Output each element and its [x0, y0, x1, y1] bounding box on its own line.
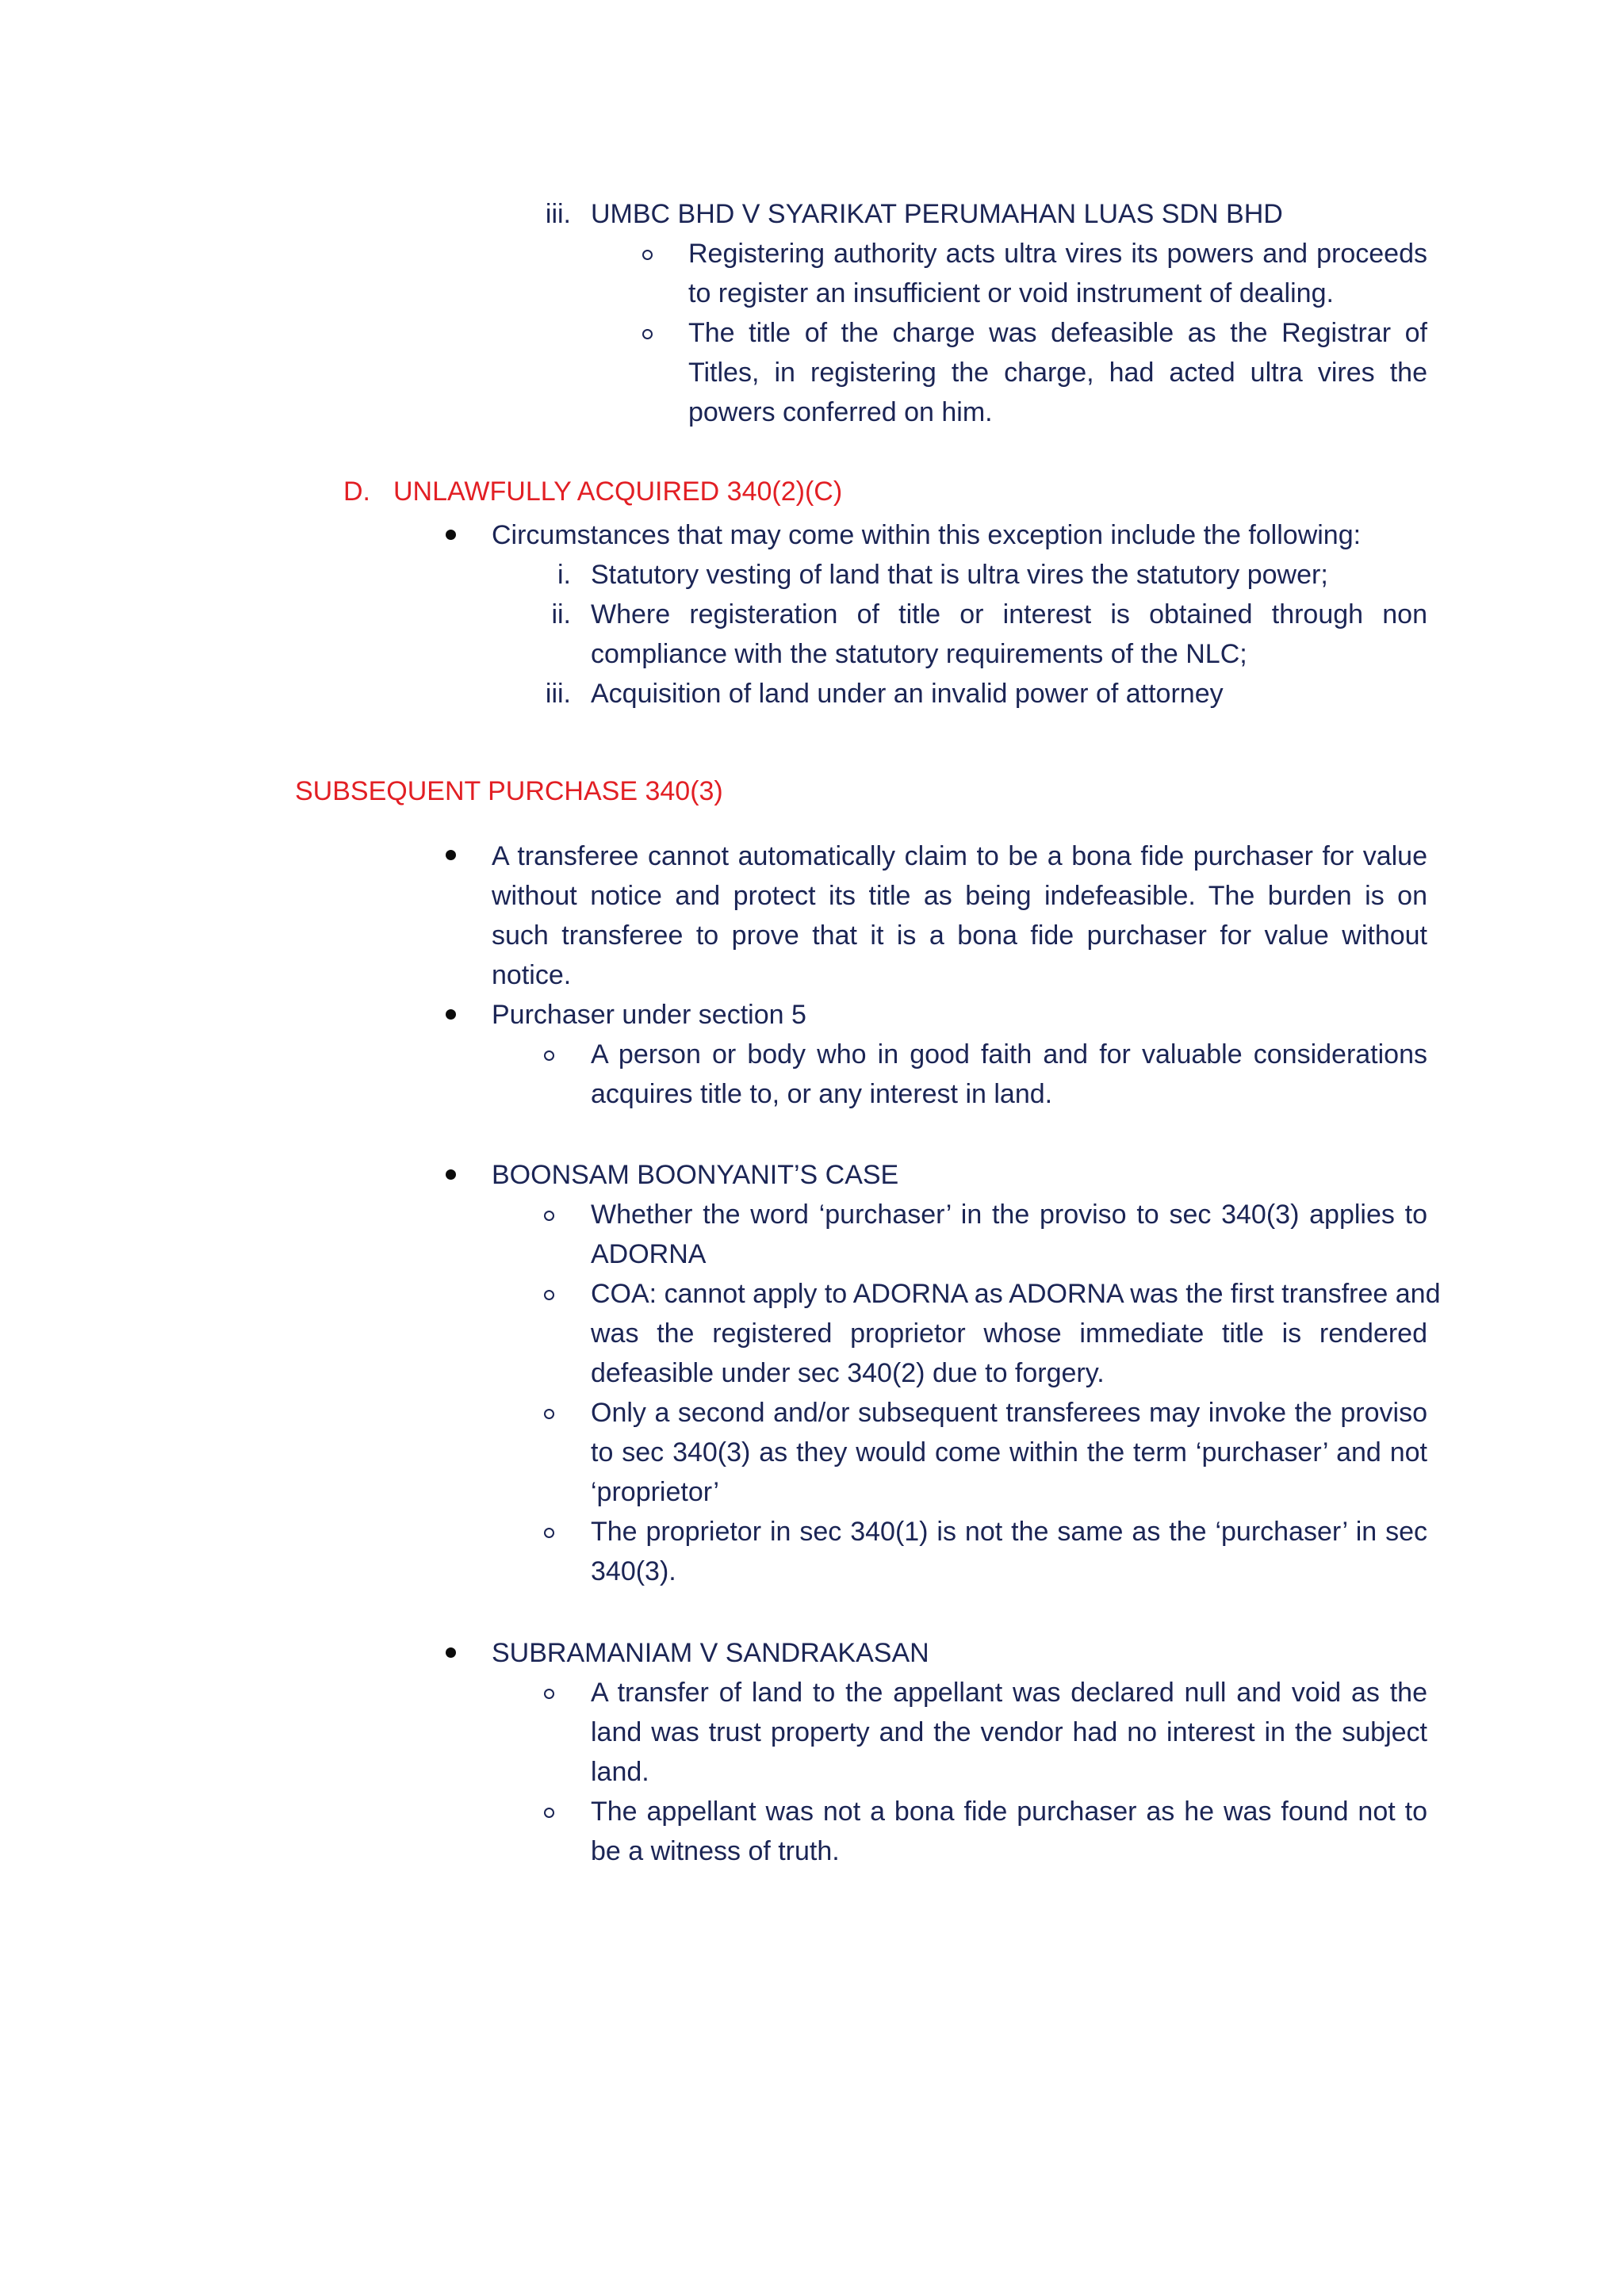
case-title: BOONSAM BOONYANIT’S CASE — [492, 1160, 899, 1190]
bullet-icon — [446, 1009, 456, 1020]
circle-bullet-icon — [642, 250, 653, 260]
text-line: to sec 340(3) as they would come within the term ‘purchaser’ and not — [591, 1437, 1427, 1468]
text-line: ADORNA — [591, 1239, 707, 1269]
case-title: UMBC BHD V SYARIKAT PERUMAHAN LUAS SDN BHD — [591, 199, 1283, 229]
roman-numeral: iii. — [545, 679, 571, 709]
circle-bullet-icon — [544, 1409, 554, 1419]
circle-bullet-icon — [544, 1211, 554, 1221]
roman-numeral: ii. — [551, 599, 571, 629]
case-title: SUBRAMANIAM V SANDRAKASAN — [492, 1638, 929, 1668]
text-line: A person or body who in good faith and for valuable considerations — [591, 1039, 1427, 1070]
roman-numeral: iii. — [545, 199, 571, 229]
text-line: such transferee to prove that it is a bona fide purchaser for value without — [492, 920, 1427, 951]
text-line: The appellant was not a bona fide purchaser as he was found not to — [591, 1797, 1427, 1827]
section-heading: UNLAWFULLY ACQUIRED 340(2)(C) — [393, 476, 843, 507]
bullet-icon — [446, 530, 456, 540]
text-line: The proprietor in sec 340(1) is not the same as the ‘purchaser’ in sec — [591, 1517, 1427, 1547]
text-line: Registering authority acts ultra vires its powers and proceeds — [688, 239, 1427, 269]
text-line: Whether the word ‘purchaser’ in the proviso to sec 340(3) applies to — [591, 1200, 1427, 1230]
section-letter: D. — [343, 476, 370, 507]
text-line: defeasible under sec 340(2) due to forgery. — [591, 1358, 1105, 1388]
text-line: Where registeration of title or interest is obtained through non — [591, 599, 1427, 629]
circle-bullet-icon — [544, 1290, 554, 1300]
text-line: was the registered proprietor whose immediate title is rendered — [591, 1318, 1427, 1349]
text-line: be a witness of truth. — [591, 1836, 840, 1866]
text-line: Circumstances that may come within this exception include the following: — [492, 520, 1362, 550]
text-line: Statutory vesting of land that is ultra vires the statutory power; — [591, 560, 1328, 590]
text-line: Titles, in registering the charge, had acted ultra vires the — [688, 358, 1427, 388]
bullet-icon — [446, 850, 456, 860]
circle-bullet-icon — [544, 1689, 554, 1699]
text-line: A transferee cannot automatically claim to be a bona fide purchaser for value — [492, 841, 1427, 871]
circle-bullet-icon — [642, 329, 653, 339]
text-line: land. — [591, 1757, 649, 1787]
section-heading: SUBSEQUENT PURCHASE 340(3) — [295, 776, 723, 806]
text-line: land was trust property and the vendor had no interest in the subject — [591, 1717, 1427, 1747]
text-line: Acquisition of land under an invalid power of attorney — [591, 679, 1224, 709]
bullet-icon — [446, 1647, 456, 1658]
text-line: to register an insufficient or void instrument of dealing. — [688, 278, 1334, 308]
text-line: A transfer of land to the appellant was declared null and void as the — [591, 1678, 1427, 1708]
bullet-icon — [446, 1169, 456, 1180]
text-line: powers conferred on him. — [688, 397, 993, 427]
text-line: ‘proprietor’ — [591, 1477, 719, 1507]
text-line: Only a second and/or subsequent transferees may invoke the proviso — [591, 1398, 1427, 1428]
roman-numeral: i. — [557, 560, 571, 590]
circle-bullet-icon — [544, 1528, 554, 1538]
text-line: The title of the charge was defeasible as the Registrar of — [688, 318, 1427, 348]
text-line: COA: cannot apply to ADORNA as ADORNA was the first transfree and — [591, 1279, 1441, 1309]
text-line: Purchaser under section 5 — [492, 1000, 806, 1030]
text-line: acquires title to, or any interest in land. — [591, 1079, 1053, 1109]
text-line: notice. — [492, 960, 572, 990]
text-line: without notice and protect its title as being indefeasible. The burden is on — [492, 881, 1427, 911]
circle-bullet-icon — [544, 1050, 554, 1061]
text-line: compliance with the statutory requirements of the NLC; — [591, 639, 1247, 669]
circle-bullet-icon — [544, 1808, 554, 1818]
text-line: 340(3). — [591, 1556, 676, 1586]
